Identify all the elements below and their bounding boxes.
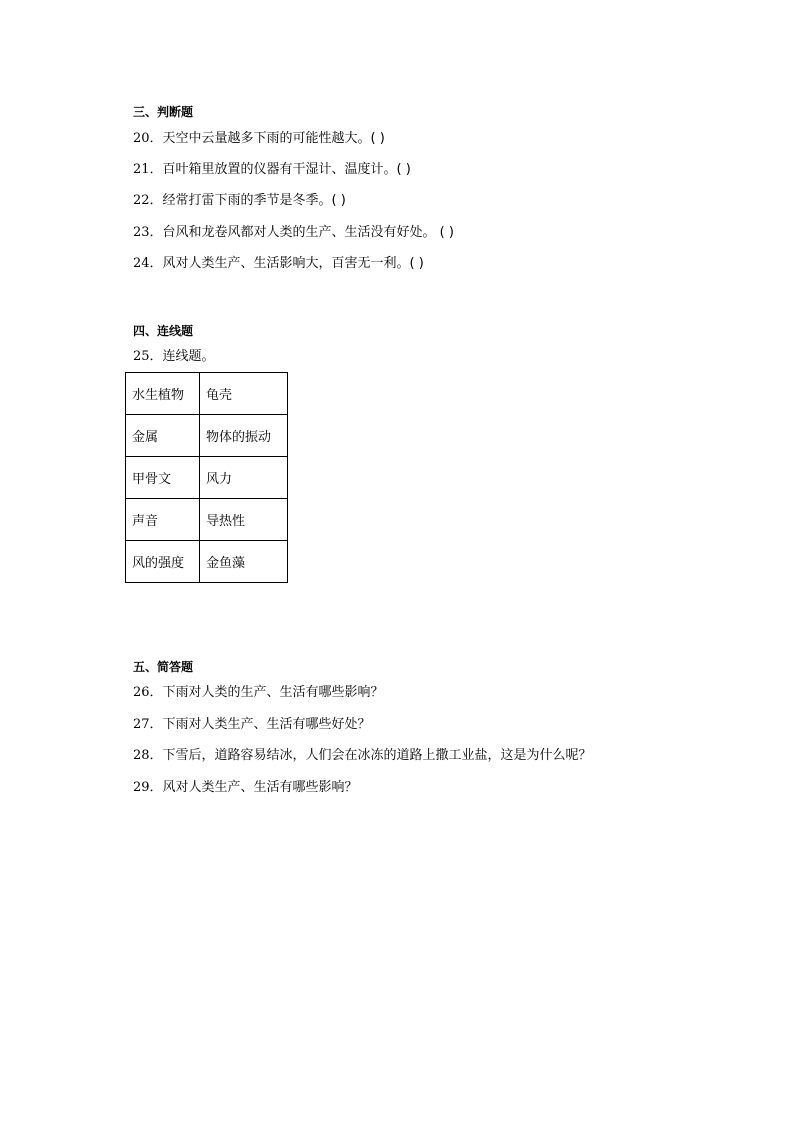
table-row (126, 541, 288, 583)
question-number: 26． (133, 685, 163, 700)
table-cell-right: 金鱼藻 (200, 541, 288, 583)
question-20 (133, 130, 385, 148)
question-number: 25． (133, 349, 163, 364)
question-text: 下雪后，道路容易结冰，人们会在冰冻的道路上撒工业盐，这是为什么呢？ (162, 748, 592, 763)
table-cell-right: 风力 (200, 457, 288, 499)
question-text: 天空中云量越多下雨的可能性越大。( ) (162, 131, 385, 146)
question-text: 百叶箱里放置的仪器有干湿计、温度计。( ) (162, 162, 411, 177)
table-cell-left: 水生植物 (126, 373, 200, 415)
question-number: 20． (133, 131, 163, 146)
question-29 (133, 779, 358, 797)
table-row (126, 457, 288, 499)
question-21 (133, 161, 411, 179)
section-title-judge: 三、判断题 (133, 105, 194, 119)
table-row (126, 373, 288, 415)
table-cell-left: 声音 (126, 499, 200, 541)
question-text: 风对人类生产、生活有哪些影响？ (162, 780, 358, 795)
question-number: 27． (133, 717, 163, 732)
question-text: 连线题。 (162, 349, 215, 364)
question-27 (133, 716, 371, 734)
table-cell-left: 风的强度 (126, 541, 200, 583)
question-text: 经常打雷下雨的季节是冬季。( ) (162, 193, 346, 208)
section-title-short: 五、简答题 (133, 660, 194, 674)
table-cell-right: 龟壳 (200, 373, 288, 415)
table-cell-right: 物体的振动 (200, 415, 288, 457)
table-row (126, 415, 288, 457)
table-cell-left: 金属 (126, 415, 200, 457)
question-number: 23． (133, 225, 163, 240)
question-text: 台风和龙卷风都对人类的生产、生活没有好处。 ( ) (162, 225, 454, 240)
question-text: 下雨对人类的生产、生活有哪些影响？ (162, 685, 384, 700)
table-row (126, 499, 288, 541)
question-text: 风对人类生产、生活影响大，百害无一利。( ) (162, 256, 424, 271)
question-23 (133, 224, 454, 242)
section-title-match: 四、连线题 (133, 324, 194, 338)
question-25 (133, 348, 215, 366)
table-cell-right: 导热性 (200, 499, 288, 541)
question-26 (133, 684, 384, 702)
question-text: 下雨对人类生产、生活有哪些好处？ (162, 717, 371, 732)
question-number: 21． (133, 162, 163, 177)
question-number: 24． (133, 256, 163, 271)
table-cell-left: 甲骨文 (126, 457, 200, 499)
question-22 (133, 192, 346, 210)
question-number: 22． (133, 193, 163, 208)
question-24 (133, 255, 424, 273)
question-number: 29． (133, 780, 163, 795)
question-number: 28． (133, 748, 163, 763)
question-28 (133, 747, 592, 765)
matching-table (125, 372, 288, 583)
